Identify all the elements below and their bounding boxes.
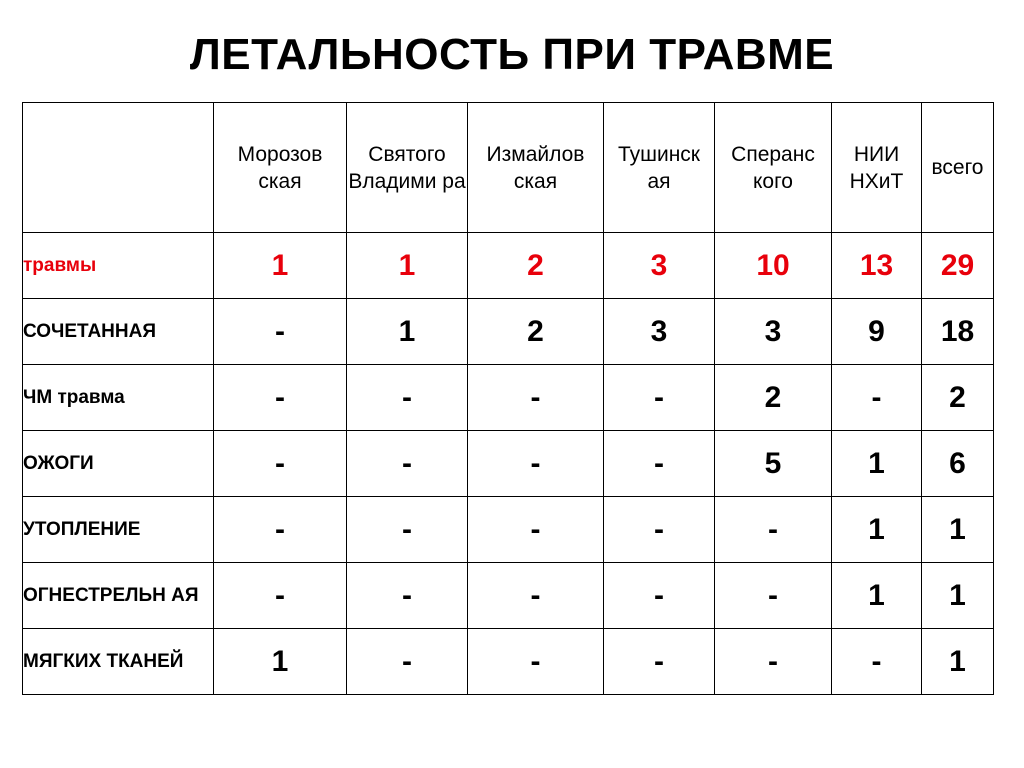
table-cell: 18 xyxy=(922,299,994,365)
table-cell: - xyxy=(468,563,604,629)
table-cell: 10 xyxy=(715,233,832,299)
table-row xyxy=(23,299,994,365)
column-header: НИИ НХиТ xyxy=(832,103,922,233)
table-cell: 1 xyxy=(214,629,347,695)
table-cell: - xyxy=(468,497,604,563)
table-cell: - xyxy=(214,497,347,563)
table-cell: - xyxy=(604,365,715,431)
row-label: ОЖОГИ xyxy=(23,431,214,497)
table-cell: 3 xyxy=(604,299,715,365)
table-cell: - xyxy=(214,365,347,431)
table-cell: - xyxy=(715,497,832,563)
table-cell: - xyxy=(832,629,922,695)
table-cell: 1 xyxy=(922,497,994,563)
table-cell: - xyxy=(715,563,832,629)
table-cell: 13 xyxy=(832,233,922,299)
row-label: МЯГКИХ ТКАНЕЙ xyxy=(23,629,214,695)
table-cell: 1 xyxy=(832,497,922,563)
row-label: ЧМ травма xyxy=(23,365,214,431)
lethality-table xyxy=(22,102,994,695)
column-header: Святого Владими ра xyxy=(347,103,468,233)
column-header: всего xyxy=(922,103,994,233)
table-cell: 2 xyxy=(468,299,604,365)
table-cell: - xyxy=(715,629,832,695)
column-header: Сперанс кого xyxy=(715,103,832,233)
table-row xyxy=(23,431,994,497)
table-cell: - xyxy=(604,629,715,695)
column-header: Тушинск ая xyxy=(604,103,715,233)
table-cell: 29 xyxy=(922,233,994,299)
table-cell: - xyxy=(347,365,468,431)
table-cell: 9 xyxy=(832,299,922,365)
row-label: травмы xyxy=(23,233,214,299)
table-row xyxy=(23,629,994,695)
table-cell: - xyxy=(468,629,604,695)
table-cell: 1 xyxy=(347,299,468,365)
table-cell: - xyxy=(214,299,347,365)
table-cell: 5 xyxy=(715,431,832,497)
header-row xyxy=(23,103,994,233)
table-row xyxy=(23,233,994,299)
table-row xyxy=(23,365,994,431)
page-title: ЛЕТАЛЬНОСТЬ ПРИ ТРАВМЕ xyxy=(189,30,835,79)
column-header: Морозов ская xyxy=(214,103,347,233)
table-cell: 3 xyxy=(715,299,832,365)
table-cell: 2 xyxy=(922,365,994,431)
table-cell: 1 xyxy=(832,431,922,497)
corner-cell xyxy=(23,103,214,233)
table-cell: 1 xyxy=(347,233,468,299)
table-cell: - xyxy=(604,563,715,629)
table-cell: - xyxy=(347,497,468,563)
row-label: УТОПЛЕНИЕ xyxy=(23,497,214,563)
column-header: Измайлов ская xyxy=(468,103,604,233)
table-cell: 1 xyxy=(922,629,994,695)
table-cell: - xyxy=(347,431,468,497)
table-cell: - xyxy=(347,629,468,695)
table-cell: - xyxy=(832,365,922,431)
table-cell: - xyxy=(604,431,715,497)
table-cell: 3 xyxy=(604,233,715,299)
table-cell: 1 xyxy=(922,563,994,629)
table-row xyxy=(23,563,994,629)
table-cell: 6 xyxy=(922,431,994,497)
table-cell: 1 xyxy=(214,233,347,299)
row-label: ОГНЕСТРЕЛЬН АЯ xyxy=(23,563,214,629)
table-cell: - xyxy=(214,563,347,629)
table-row xyxy=(23,497,994,563)
table-cell: 1 xyxy=(832,563,922,629)
table-cell: - xyxy=(214,431,347,497)
row-label: СОЧЕТАННАЯ xyxy=(23,299,214,365)
table-cell: 2 xyxy=(468,233,604,299)
table-cell: - xyxy=(347,563,468,629)
table-cell: - xyxy=(468,431,604,497)
table-cell: - xyxy=(604,497,715,563)
table-cell: 2 xyxy=(715,365,832,431)
table-cell: - xyxy=(468,365,604,431)
